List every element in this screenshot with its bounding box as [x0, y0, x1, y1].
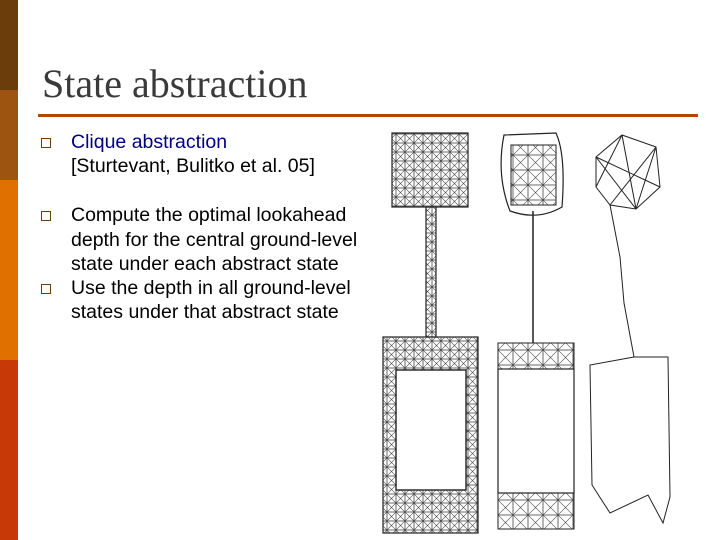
level-two-abstraction: [590, 135, 670, 523]
abstraction-diagram: [378, 125, 710, 535]
title-underline: [38, 114, 698, 117]
bullet-text: Compute the optimal lookahead depth for the central ground-level state under each abstract state: [71, 204, 358, 275]
sidebar-block: [0, 360, 18, 540]
bullet-text: [Sturtevant, Bulitko et al. 05]: [71, 155, 315, 178]
sidebar-decoration: [0, 0, 18, 540]
bullet-marker-icon: [41, 138, 51, 148]
bullet-item: [38, 203, 368, 276]
bullet-link-text[interactable]: Clique abstraction: [71, 131, 228, 153]
sidebar-block: [0, 180, 18, 360]
bullet-list: [38, 130, 368, 324]
bullet-marker-icon: [41, 284, 51, 294]
bullet-marker-icon: [41, 211, 51, 221]
slide-title: State abstraction: [42, 61, 308, 106]
ground-level-grid: [383, 133, 478, 533]
bullet-item: [38, 276, 368, 324]
bullet-item: [38, 130, 368, 178]
level-one-abstraction: [498, 133, 574, 529]
sidebar-block: [0, 90, 18, 180]
sidebar-block: [0, 0, 18, 90]
bullet-text: Use the depth in all ground-level states under that abstract state: [71, 277, 351, 324]
